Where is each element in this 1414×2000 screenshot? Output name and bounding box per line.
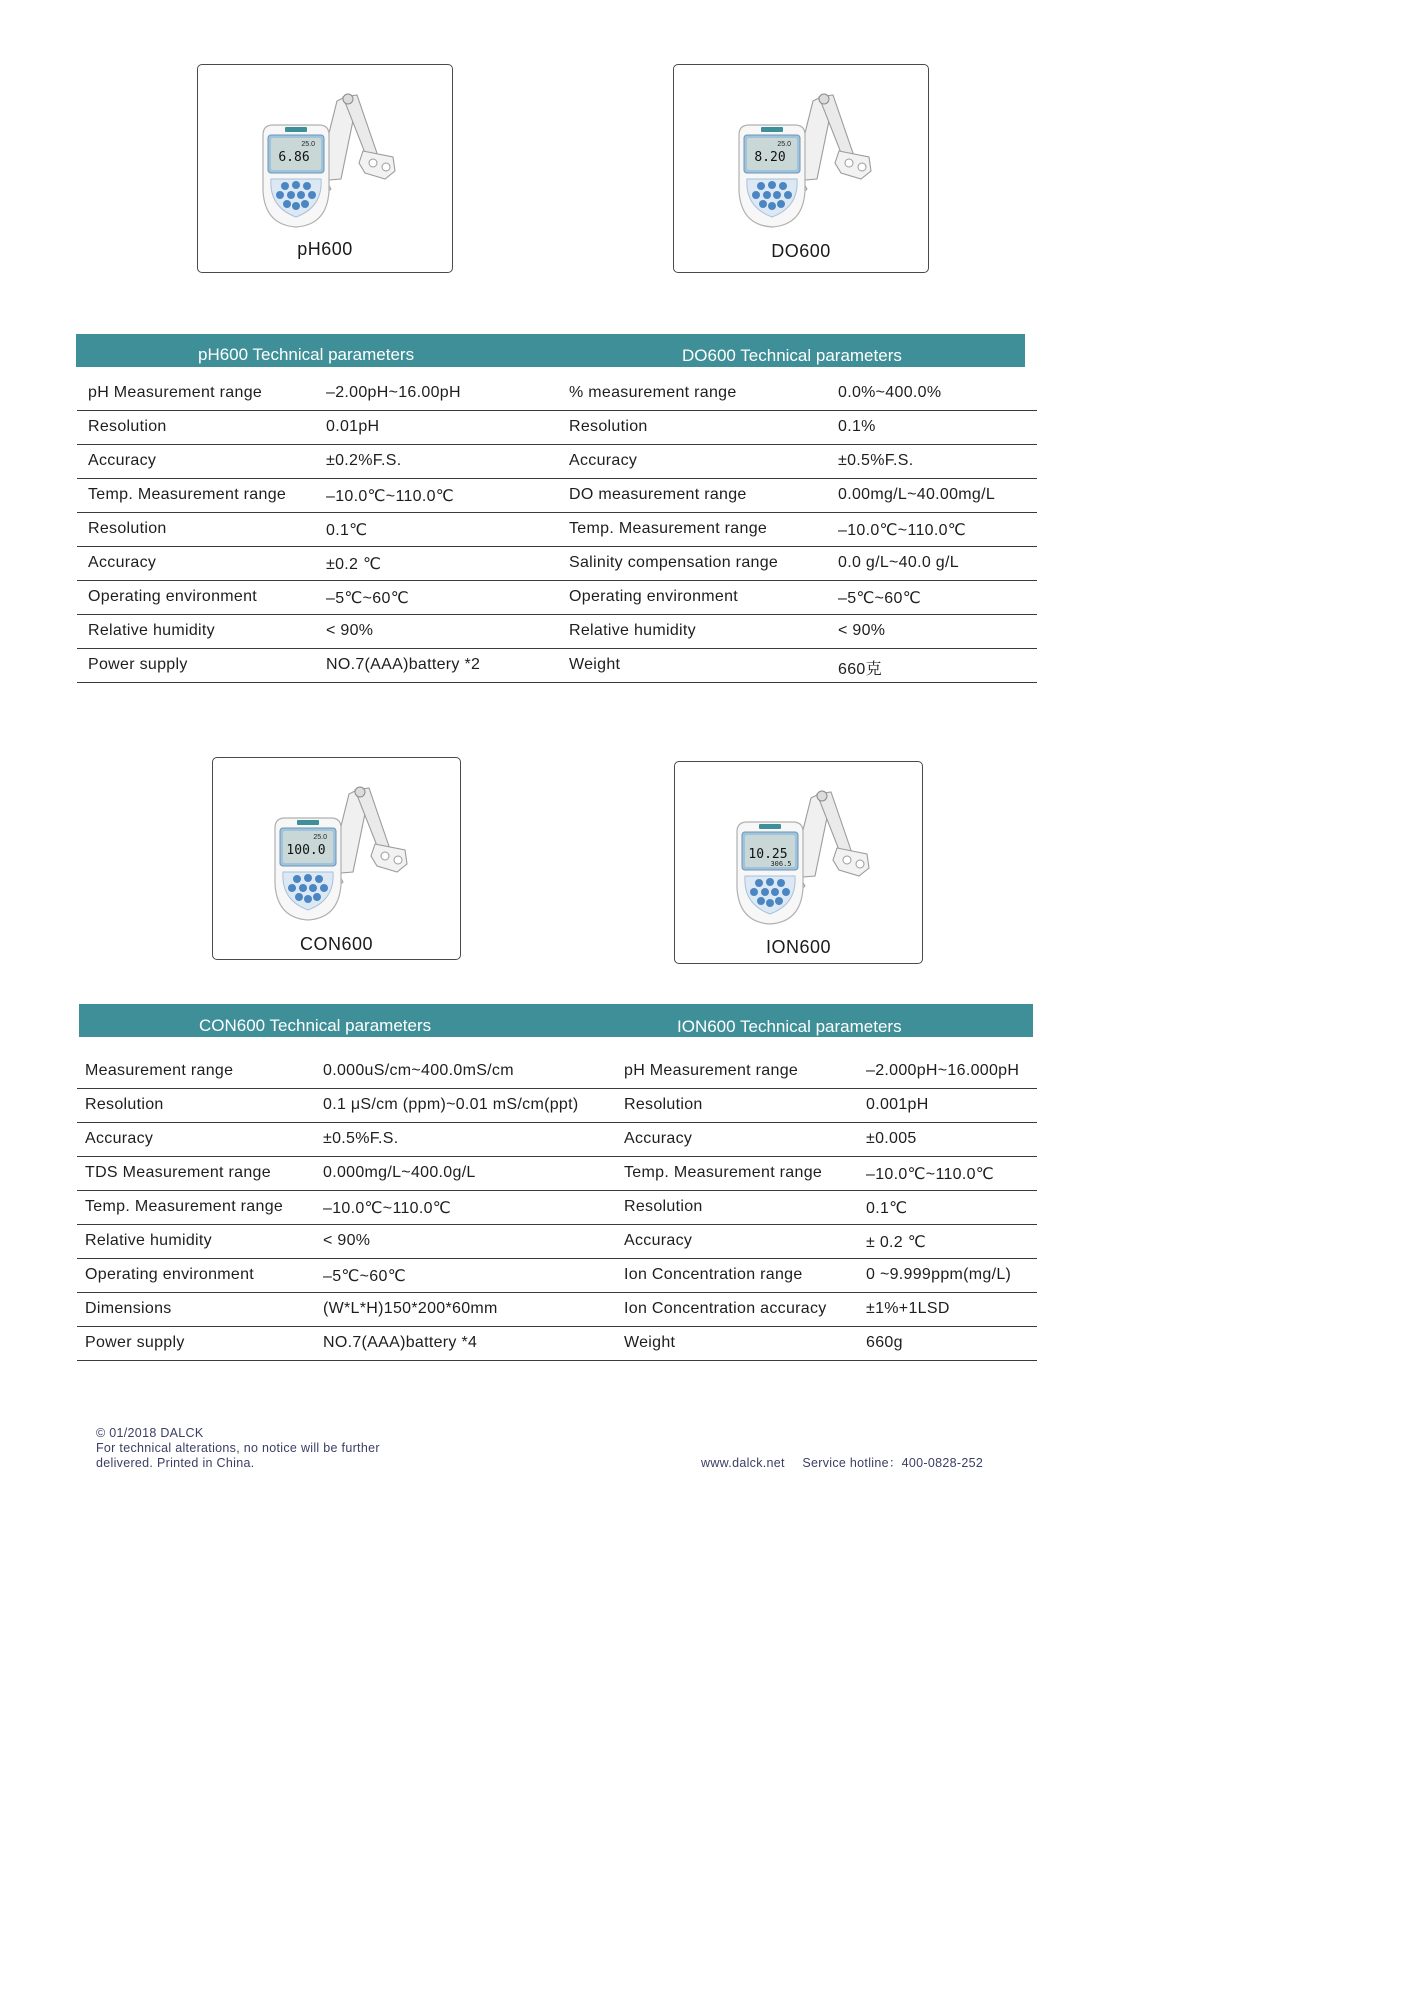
product-name-con600: CON600 (299, 934, 374, 954)
svg-text:100.0: 100.0 (285, 843, 326, 858)
left-param-value: –10.0℃~110.0℃ (323, 1200, 452, 1217)
left-param-label: Relative humidity (85, 1232, 212, 1249)
param-row (77, 1156, 1037, 1191)
con600-device-image (257, 772, 417, 922)
param-row (77, 1326, 1037, 1361)
left-param-label: Accuracy (85, 1130, 154, 1147)
left-param-label: Power supply (88, 656, 188, 673)
svg-text:8.20: 8.20 (754, 150, 786, 165)
left-param-value: < 90% (326, 622, 374, 639)
meter-body (263, 125, 329, 227)
left-param-value: –5℃~60℃ (323, 1268, 406, 1285)
left-param-label: Resolution (85, 1096, 164, 1113)
disclaimer-line-2: delivered. Printed in China. (96, 1456, 255, 1470)
right-param-label: DO measurement range (569, 486, 747, 503)
right-param-value: < 90% (838, 622, 886, 639)
right-param-value: ±0.005 (866, 1130, 917, 1147)
ph600-device-image (245, 79, 405, 229)
left-param-label: Relative humidity (88, 622, 215, 639)
param-row (77, 376, 1037, 411)
right-param-label: Ion Concentration range (624, 1266, 803, 1283)
param-row (77, 614, 1037, 649)
left-param-value: < 90% (323, 1232, 371, 1249)
right-param-label: Accuracy (624, 1130, 693, 1147)
left-param-value: 0.000mg/L~400.0g/L (323, 1164, 476, 1181)
right-param-value: 660g (866, 1334, 903, 1351)
product-card-con600 (212, 757, 461, 960)
param-row (77, 648, 1037, 683)
right-param-label: Ion Concentration accuracy (624, 1300, 827, 1317)
left-param-value: (W*L*H)150*200*60mm (323, 1300, 498, 1317)
param-row (77, 546, 1037, 581)
website-link[interactable]: www.dalck.net (701, 1456, 785, 1470)
param-row (77, 1224, 1037, 1259)
ion600-device-image (719, 776, 879, 926)
svg-text:25.0: 25.0 (301, 141, 315, 148)
left-param-value: ±0.2 ℃ (326, 556, 382, 573)
param-row (77, 478, 1037, 513)
left-param-value: 0.01pH (326, 418, 380, 435)
right-param-value: 0.1% (838, 418, 876, 435)
meter-illustration (721, 79, 881, 229)
product-name-ph600: pH600 (297, 239, 353, 259)
meter-body (737, 822, 803, 924)
left-param-value: NO.7(AAA)battery *4 (323, 1334, 478, 1351)
svg-text:306.5: 306.5 (769, 860, 792, 868)
left-param-label: Operating environment (85, 1266, 255, 1283)
left-param-label: Accuracy (88, 554, 157, 571)
right-param-label: Weight (624, 1334, 676, 1351)
right-param-value: 0.0%~400.0% (838, 384, 942, 401)
left-param-label: Dimensions (85, 1300, 172, 1317)
section2-header-band (79, 1004, 1033, 1037)
param-row (77, 1054, 1037, 1089)
right-param-value: –10.0℃~110.0℃ (866, 1166, 995, 1183)
left-param-label: Operating environment (88, 588, 258, 605)
product-card-ph600 (197, 64, 453, 273)
right-param-value: –10.0℃~110.0℃ (838, 522, 967, 539)
right-param-label: Temp. Measurement range (624, 1164, 823, 1181)
disclaimer-line-1: For technical alterations, no notice will be further (96, 1441, 380, 1455)
footer-contact (701, 1456, 983, 1471)
param-row (77, 1088, 1037, 1123)
left-param-value: ±0.2%F.S. (326, 452, 402, 469)
meter-illustration (719, 776, 879, 926)
ph600-params-title: pH600 Technical parameters (198, 345, 415, 364)
copyright-text: © 01/2018 DALCK (96, 1426, 204, 1440)
left-param-label: Power supply (85, 1334, 185, 1351)
right-param-value: 0 ~9.999ppm(mg/L) (866, 1266, 1012, 1283)
right-param-label: Resolution (624, 1198, 703, 1215)
left-param-label: Temp. Measurement range (88, 486, 287, 503)
right-param-value: –2.000pH~16.000pH (866, 1062, 1020, 1079)
param-row (77, 1292, 1037, 1327)
right-param-value: ± 0.2 ℃ (866, 1234, 926, 1251)
right-param-value: 0.0 g/L~40.0 g/L (838, 554, 959, 571)
footer-legal (96, 1426, 380, 1471)
right-param-label: pH Measurement range (624, 1062, 799, 1079)
section1-header-band (76, 334, 1025, 367)
left-param-value: 0.000uS/cm~400.0mS/cm (323, 1062, 514, 1079)
param-row (77, 580, 1037, 615)
param-row (77, 512, 1037, 547)
left-param-label: Accuracy (88, 452, 157, 469)
right-param-value: 0.001pH (866, 1096, 929, 1113)
meter-illustration (257, 772, 417, 922)
svg-text:10.25: 10.25 (747, 847, 788, 862)
do600-device-image (721, 79, 881, 229)
left-param-label: Resolution (88, 520, 167, 537)
right-param-label: Resolution (624, 1096, 703, 1113)
left-param-value: 0.1℃ (326, 522, 368, 539)
right-param-value: ±0.5%F.S. (838, 452, 914, 469)
product-card-do600 (673, 64, 929, 273)
left-param-value: NO.7(AAA)battery *2 (326, 656, 481, 673)
left-param-value: ±0.5%F.S. (323, 1130, 399, 1147)
meter-body (739, 125, 805, 227)
param-row (77, 410, 1037, 445)
meter-body (275, 818, 341, 920)
param-row (77, 1122, 1037, 1157)
right-param-label: Relative humidity (569, 622, 696, 639)
right-param-label: Salinity compensation range (569, 554, 779, 571)
product-name-ion600: ION600 (765, 937, 832, 957)
do600-params-title: DO600 Technical parameters (682, 346, 902, 365)
right-param-label: Accuracy (624, 1232, 693, 1249)
right-param-value: 0.00mg/L~40.00mg/L (838, 486, 996, 503)
product-name-do600: DO600 (771, 241, 831, 261)
right-param-label: Temp. Measurement range (569, 520, 768, 537)
meter-illustration (245, 79, 405, 229)
right-param-value: 660克 (838, 661, 882, 678)
right-param-value: –5℃~60℃ (838, 590, 921, 607)
svg-text:25.0: 25.0 (777, 141, 791, 148)
service-hotline: Service hotline：400-0828-252 (802, 1456, 984, 1470)
right-param-label: Accuracy (569, 452, 638, 469)
left-param-label: Temp. Measurement range (85, 1198, 284, 1215)
right-param-value: ±1%+1LSD (866, 1300, 950, 1317)
param-row (77, 1258, 1037, 1293)
left-param-label: pH Measurement range (88, 384, 263, 401)
ion600-params-title: ION600 Technical parameters (677, 1017, 902, 1036)
param-row (77, 444, 1037, 479)
right-param-label: Resolution (569, 418, 648, 435)
right-param-value: 0.1℃ (866, 1200, 908, 1217)
left-param-value: –2.00pH~16.00pH (326, 384, 461, 401)
param-row (77, 1190, 1037, 1225)
left-param-label: Measurement range (85, 1062, 234, 1079)
left-param-label: Resolution (88, 418, 167, 435)
right-param-label: Operating environment (569, 588, 739, 605)
left-param-value: –10.0℃~110.0℃ (326, 488, 455, 505)
right-param-label: Weight (569, 656, 621, 673)
left-param-value: –5℃~60℃ (326, 590, 409, 607)
svg-text:25.0: 25.0 (312, 834, 327, 841)
product-card-ion600 (674, 761, 923, 964)
con600-params-title: CON600 Technical parameters (199, 1016, 432, 1035)
svg-text:6.86: 6.86 (278, 150, 310, 165)
left-param-value: 0.1 μS/cm (ppm)~0.01 mS/cm(ppt) (323, 1096, 579, 1113)
right-param-label: % measurement range (569, 384, 737, 401)
left-param-label: TDS Measurement range (85, 1164, 271, 1181)
